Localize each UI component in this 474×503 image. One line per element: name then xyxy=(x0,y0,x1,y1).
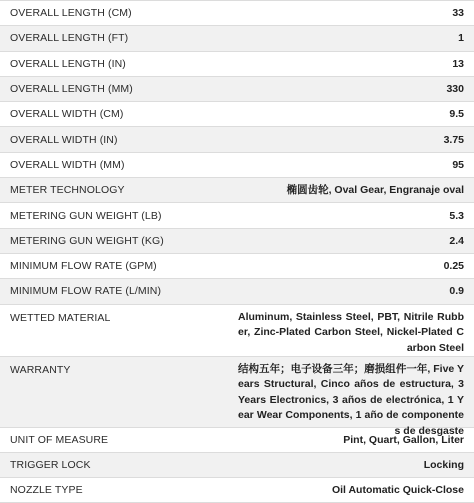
spec-label: MINIMUM FLOW RATE (GPM) xyxy=(10,260,157,273)
spec-label: OVERALL LENGTH (IN) xyxy=(10,57,126,70)
spec-value: Oil Automatic Quick-Close xyxy=(331,484,464,497)
spec-label: NOZZLE TYPE xyxy=(10,484,83,497)
spec-label: METER TECHNOLOGY xyxy=(10,184,125,197)
spec-row-nozzle-type xyxy=(0,478,474,503)
spec-row-overall-width-in xyxy=(0,127,474,152)
spec-row-unit-of-measure xyxy=(0,428,474,453)
spec-value: 1 xyxy=(458,32,464,45)
spec-row-overall-width-cm xyxy=(0,102,474,127)
spec-value: 3.75 xyxy=(443,133,464,146)
spec-row-wetted-material xyxy=(0,305,474,357)
spec-label: WARRANTY xyxy=(10,363,71,376)
spec-label: METERING GUN WEIGHT (KG) xyxy=(10,234,164,247)
spec-value: 椭圆齿轮, Oval Gear, Engranaje oval xyxy=(286,184,464,197)
spec-value: Pint, Quart, Gallon, Liter xyxy=(343,433,464,446)
spec-value: 2.4 xyxy=(449,234,464,247)
spec-label: METERING GUN WEIGHT (LB) xyxy=(10,209,162,222)
spec-value: 330 xyxy=(446,83,464,96)
spec-value: 5.3 xyxy=(449,209,464,222)
spec-value: 33 xyxy=(452,7,464,20)
spec-value: Aluminum, Stainless Steel, PBT, Nitrile Rubber, Zinc-Plated Carbon Steel, Nickel-Plated Carbon Steel xyxy=(238,310,464,354)
spec-label: TRIGGER LOCK xyxy=(10,459,91,471)
spec-row-metering-gun-weight-kg xyxy=(0,229,474,254)
spec-value: 95 xyxy=(452,158,464,171)
spec-row-overall-length-in xyxy=(0,52,474,77)
spec-row-overall-length-ft xyxy=(0,26,474,51)
spec-value: 0.25 xyxy=(443,260,464,273)
spec-label: OVERALL WIDTH (MM) xyxy=(10,158,125,171)
spec-row-minimum-flow-rate-gpm xyxy=(0,254,474,279)
spec-label: MINIMUM FLOW RATE (L/MIN) xyxy=(10,285,162,298)
spec-label: OVERALL LENGTH (FT) xyxy=(10,32,129,45)
spec-label: OVERALL LENGTH (MM) xyxy=(10,83,133,96)
spec-row-overall-width-mm xyxy=(0,153,474,178)
spec-row-overall-length-cm xyxy=(0,1,474,26)
spec-value: 0.9 xyxy=(449,285,464,298)
spec-label: OVERALL WIDTH (CM) xyxy=(10,108,124,121)
spec-label: WETTED MATERIAL xyxy=(10,311,111,324)
spec-label: OVERALL LENGTH (CM) xyxy=(10,7,132,20)
spec-row-warranty xyxy=(0,357,474,437)
spec-value: 13 xyxy=(452,57,464,70)
spec-row-metering-gun-weight-lb xyxy=(0,203,474,228)
spec-value: 结构五年；电子设备三年；磨损组件一年, Five Years Structural, Cinco años de estructura, 3 Years Electronics, 3 años de electrónica, 1 Year Wear Components, 1 año de componentes de desgaste xyxy=(238,362,464,437)
spec-label: UNIT OF MEASURE xyxy=(10,433,109,446)
spec-value: 9.5 xyxy=(449,108,464,121)
spec-label: OVERALL WIDTH (IN) xyxy=(10,133,118,146)
spec-row-trigger-lock xyxy=(0,453,474,478)
spec-value: Locking xyxy=(423,459,464,471)
spec-row-overall-length-mm xyxy=(0,77,474,102)
spec-row-meter-technology xyxy=(0,178,474,203)
spec-row-minimum-flow-rate-lmin xyxy=(0,279,474,304)
